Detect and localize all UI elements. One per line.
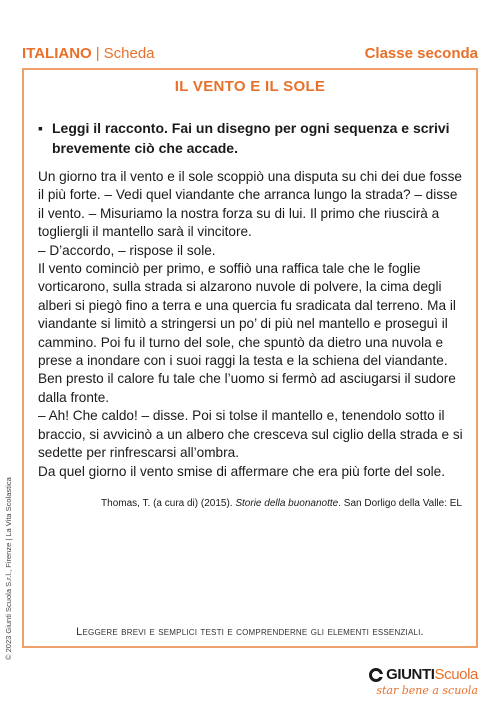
publisher-logo (369, 666, 478, 697)
story-paragraph: – D’accordo, – rispose il sole. (38, 242, 216, 258)
bullet-icon: ▪ (38, 120, 43, 136)
story-title: IL VENTO E IL SOLE (174, 78, 326, 95)
story-text (38, 168, 464, 481)
citation-publisher: . San Dorligo della Valle: EL (338, 498, 462, 509)
instruction-text: Leggi il racconto. Fai un disegno per ogni sequenza e scrivi brevemente ciò che accade. (52, 120, 450, 156)
logo-brand-main: GIUNTI (386, 666, 435, 683)
learning-objective: Leggere brevi e semplici testi e comprenderne gli elementi essenziali. (76, 626, 424, 638)
copyright-text: © 2023 Giunti Scuola S.r.l., Firenze | La Vita Scolastica (4, 477, 13, 660)
page-header (22, 40, 478, 66)
sheet-kind-label: Scheda (103, 44, 155, 62)
source-citation (101, 498, 462, 509)
citation-authors: Thomas, T. (a cura di) (2015). (101, 498, 233, 509)
logo-wordmark (369, 666, 478, 683)
logo-brand-accent: Scuola (434, 666, 478, 683)
story-paragraph: Un giorno tra il vento e il sole scoppiò una disputa su chi dei due fosse il più forte. – Vedi quel viandante che arranca lungo la strada? – disse il vento. – Misuriamo la nostra forza su di lui. Il primo che riuscirà a togliergli il mantello sarà il vincitore. (38, 169, 462, 240)
logo-tagline: star bene a scuola (376, 684, 478, 697)
subject-label: ITALIANO (22, 44, 92, 62)
citation-book-title: Storie della buonanotte (235, 498, 339, 509)
header-separator: | (95, 44, 100, 62)
worksheet-card (22, 68, 478, 648)
story-paragraph: – Ah! Che caldo! – disse. Poi si tolse il mantello e, tenendolo sotto il braccio, si avvicinò a un albero che cresceva sul ciglio della strada e si sedette per rinfrescarsi all’ombra. (38, 408, 463, 461)
instruction (38, 118, 458, 158)
copyright-notice (4, 470, 16, 660)
subject-heading (22, 45, 155, 62)
class-level-label: Classe seconda (364, 44, 478, 62)
story-paragraph: Da quel giorno il vento smise di affermare che era più forte del sole. (38, 463, 446, 479)
giunti-g-logo-icon (369, 668, 383, 682)
story-paragraph: Il vento cominciò per primo, e soffiò una raffica tale che le foglie vorticarono, sulla strada si alzarono nuvole di polvere, la cima degli alberi si piegò fino a terra e una quercia fu sradicata dal terreno. Ma il viandante si limitò a stringersi un po’ di più nel mantello e proseguì il cammino. Poi fu il turno del sole, che spuntò da dietro una nuvola e prese a inondare con i suoi raggi la testa e la schiena del viandante. Ben presto il calore fu tale che l’uomo si fermò ad asciugarsi il sudore dalla fronte. (38, 261, 456, 405)
logo-brand-name (386, 666, 478, 683)
